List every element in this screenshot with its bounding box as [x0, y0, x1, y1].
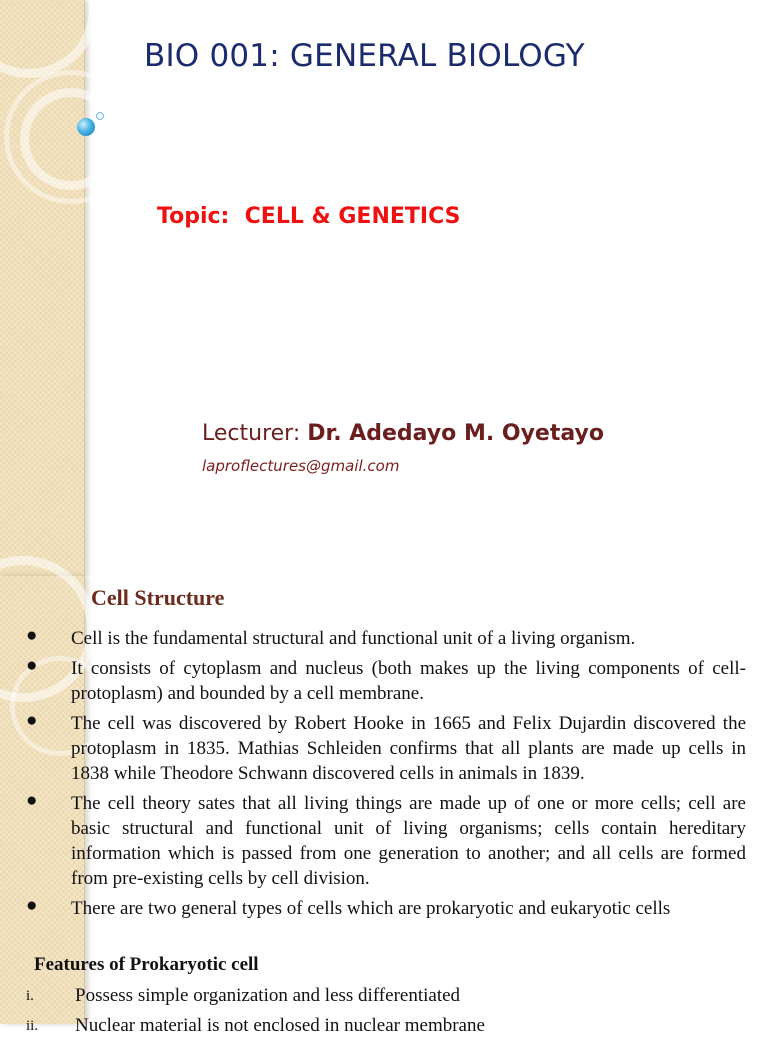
- list-item-text: The cell theory sates that all living things are made up of one or more cells; cell are basic structural and functional unit of living organisms; cells contain hereditary information which is passed from one generation to another; and all cells are formed from pre-existing cells by cell division.: [71, 793, 746, 889]
- list-item-text: The cell was discovered by Robert Hooke in 1665 and Felix Dujardin discovered the protoplasm in 1835. Mathias Schleiden confirms that all plants are made up cells in 1838 while Theodore Schwann discovered cells in animals in 1839.: [71, 713, 746, 784]
- decorative-bubble-small-icon: [96, 112, 104, 120]
- bullet-icon: ●: [26, 895, 38, 916]
- decorative-bubble-icon: [77, 118, 95, 136]
- list-item-text: It consists of cytoplasm and nucleus (both makes up the living components of cell-protoplasm) and bounded by a cell membrane.: [71, 658, 746, 704]
- feature-number: i.: [26, 988, 34, 1004]
- list-item-text: Cell is the fundamental structural and functional unit of a living organism.: [71, 628, 636, 649]
- list-item: [26, 655, 746, 706]
- lecturer-line: [202, 421, 604, 446]
- feature-text: Nuclear material is not enclosed in nuclear membrane: [75, 1015, 485, 1036]
- feature-number: ii.: [26, 1018, 39, 1034]
- lecturer-label: Lecturer:: [202, 421, 308, 446]
- features-heading: Features of Prokaryotic cell: [34, 954, 259, 975]
- bullet-icon: ●: [26, 710, 38, 731]
- feature-text: Possess simple organization and less differentiated: [75, 985, 461, 1006]
- bullet-icon: ●: [26, 790, 38, 811]
- section-heading: Cell Structure: [91, 585, 225, 610]
- list-item: [26, 790, 746, 891]
- lecturer-name: Dr. Adedayo M. Oyetayo: [307, 421, 604, 446]
- bullet-list: [0, 626, 768, 926]
- list-item-text: There are two general types of cells which are prokaryotic and eukaryotic cells: [71, 898, 671, 919]
- bullet-icon: ●: [26, 655, 38, 676]
- lecturer-email: laproflectures@gmail.com: [202, 457, 400, 475]
- list-item: [26, 710, 746, 786]
- list-item: [26, 895, 746, 921]
- content-slide: [0, 576, 768, 1036]
- decorative-ring: [4, 70, 138, 204]
- bullet-icon: ●: [26, 625, 38, 646]
- slide-topic: Topic: CELL & GENETICS: [157, 204, 461, 229]
- list-item: [26, 625, 746, 651]
- slide-title: BIO 001: GENERAL BIOLOGY: [144, 38, 585, 74]
